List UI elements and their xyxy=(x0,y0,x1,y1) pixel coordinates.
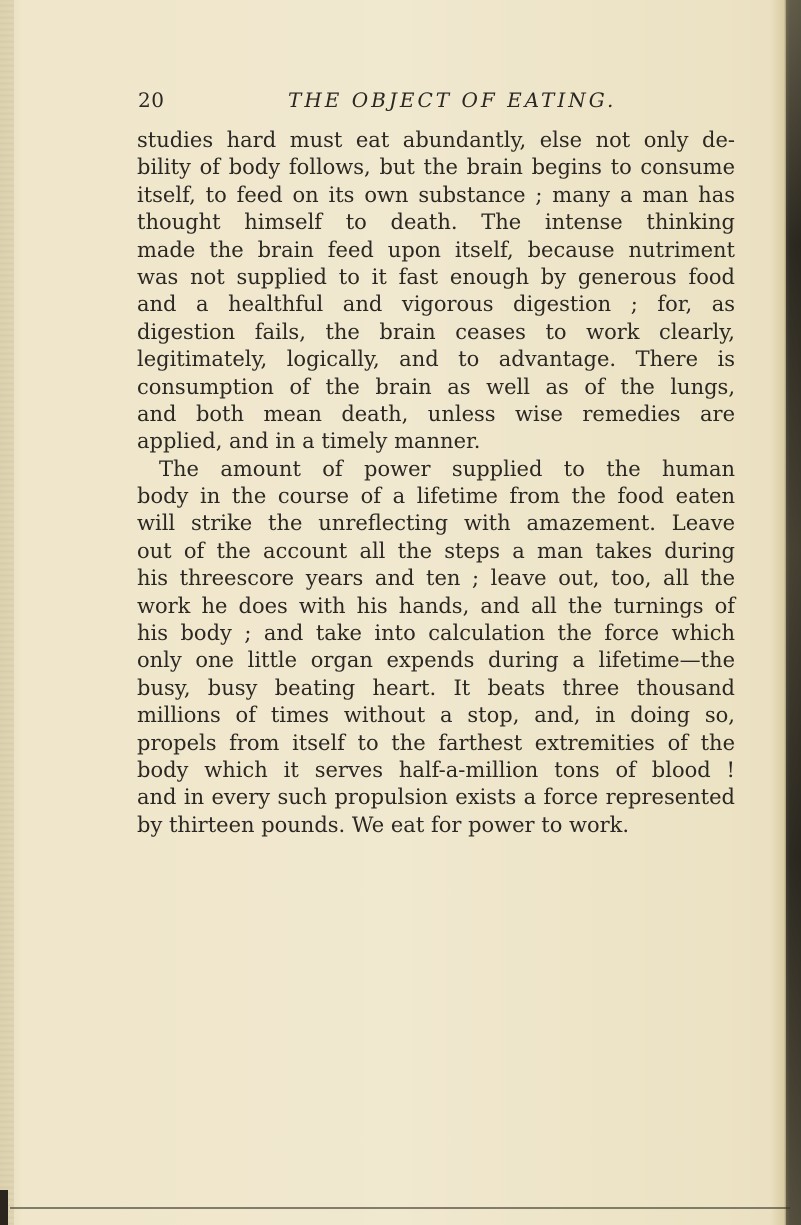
text-line: by thirteen pounds. We eat for power to work. xyxy=(137,812,630,837)
text-line: legitimately, logically, and to advantage. There is xyxy=(137,347,735,372)
text-line: his body ; and take into calculation the force which xyxy=(137,621,735,646)
text-line: body which it serves half-a-million tons of blood ! xyxy=(137,757,735,782)
page-header xyxy=(0,88,801,118)
text-line: will strike the unreflecting with amazement. Leave xyxy=(137,511,735,536)
text-line: digestion fails, the brain ceases to work clearly, xyxy=(137,319,735,344)
page-bottom-edge xyxy=(10,1207,790,1209)
text-line: millions of times without a stop, and, in doing so, xyxy=(137,703,735,728)
text-line: propels from itself to the farthest extremities of the xyxy=(137,730,735,755)
text-line: work he does with his hands, and all the turnings of xyxy=(137,593,735,618)
text-line: itself, to feed on its own substance ; many a man has xyxy=(137,182,735,207)
text-line: and in every such propulsion exists a force represented xyxy=(137,785,735,810)
text-line: made the brain feed upon itself, because nutriment xyxy=(137,237,735,262)
page-left-shadow xyxy=(0,1190,8,1225)
page-right-edge xyxy=(786,0,801,1225)
text-line: body in the course of a lifetime from the food eaten xyxy=(137,484,735,509)
page-left-edge xyxy=(0,0,14,1225)
text-line: bility of body follows, but the brain begins to consume xyxy=(137,155,735,180)
text-line: only one little organ expends during a lifetime—the xyxy=(137,648,735,673)
text-line: and both mean death, unless wise remedies are xyxy=(137,401,735,426)
text-line: studies hard must eat abundantly, else not only de- xyxy=(137,128,735,152)
text-line: was not supplied to it fast enough by generous food xyxy=(137,264,735,289)
text-line: The amount of power supplied to the human xyxy=(159,456,735,481)
text-line: consumption of the brain as well as of the lungs, xyxy=(137,374,735,399)
text-line: his threescore years and ten ; leave out, too, all the xyxy=(137,566,735,591)
running-title: THE OBJECT OF EATING. xyxy=(288,88,617,112)
text-line: out of the account all the steps a man takes during xyxy=(137,538,735,563)
text-line: busy, busy beating heart. It beats three thousand xyxy=(137,675,735,700)
text-line: applied, and in a timely manner. xyxy=(137,429,481,454)
text-line: and a healthful and vigorous digestion ; for, as xyxy=(137,292,735,317)
body-text xyxy=(137,127,735,839)
page-number: 20 xyxy=(138,88,165,112)
text-line: thought himself to death. The intense thinking xyxy=(137,210,735,235)
